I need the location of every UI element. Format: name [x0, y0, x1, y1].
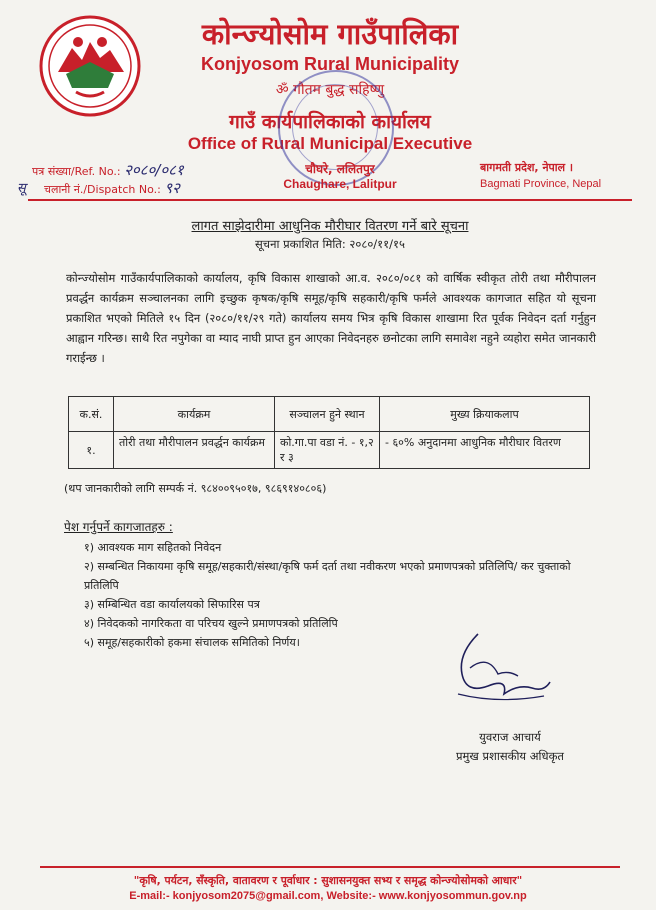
dispatch-value: ९२ — [164, 179, 180, 197]
list-item: १) आवश्यक माग सहितको निवेदन — [84, 541, 222, 554]
list-item: २) सम्बन्धित निकायमा कृषि समूह/सहकारी/संस्था/कृषि फर्म दर्ता तथा नवीकरण भएको प्रमाणपत्रको प्रतिलिपि/ कर चुक्ताको प्रतिलिपि — [84, 560, 571, 592]
motto-line: ॐ गौतम बुद्ध सहिष्णु — [275, 82, 385, 98]
table-row — [69, 432, 590, 469]
footer-divider — [40, 866, 620, 868]
table-cell-program: तोरी तथा मौरीपालन प्रवर्द्धन कार्यक्रम — [114, 432, 275, 469]
table-cell-serial: १. — [69, 432, 114, 469]
address-nepali: चौघरे, ललितपुर — [305, 162, 375, 176]
notice-subject: लागत साझेदारीमा आधुनिक मौरीघार वितरण गर्ने बारे सूचना — [191, 219, 469, 234]
header-divider — [28, 199, 632, 201]
column-header-program: कार्यक्रम — [114, 397, 275, 432]
signer-title: प्रमुख प्रशासकीय अधिकृत — [456, 749, 564, 763]
municipality-name-english: Konjyosom Rural Municipality — [200, 54, 460, 74]
notice-published-date: सूचना प्रकाशित मिति: २०८०/११/१५ — [255, 237, 405, 251]
handwritten-signature — [448, 624, 558, 714]
column-header-serial: क.सं. — [69, 397, 114, 432]
office-stamp-inner — [292, 84, 378, 170]
dispatch-prefix: सू — [17, 181, 26, 196]
municipality-emblem — [38, 14, 142, 118]
list-item: ४) निवेदकको नागरिकता वा परिचय खुल्ने प्रमाणपत्रको प्रतिलिपि — [84, 617, 338, 630]
documents-title: पेश गर्नुपर्ने कागजातहरु : — [64, 520, 173, 534]
province-english: Bagmati Province, Nepal — [480, 178, 602, 190]
footer-contact: E-mail:- konjyosom2075@gmail.com, Website:- www.konjyosommun.gov.np — [129, 890, 527, 902]
dispatch-label: चलानी नं./Dispatch No.: — [44, 183, 161, 196]
list-item: ५) समूह/सहकारीको हकमा संचालक समितिको निर्णय। — [84, 636, 300, 649]
program-table — [68, 396, 590, 469]
contact-numbers: (थप जानकारीको लागि सम्पर्क नं. ९८४००९५०१७, ९८६९१४०८०६) — [64, 482, 327, 495]
province-nepali: बागमती प्रदेश, नेपाल । — [480, 161, 574, 174]
list-item: ३) सम्बिन्धित वडा कार्यालयको सिफारिस पत्र — [84, 598, 260, 611]
footer-slogan: "कृषि, पर्यटन, सँस्कृति, वातावरण र पूर्वाधार : सुशासनयुक्त सभ्य र समृद्ध कोन्ज्योसोमको आधार" — [133, 874, 523, 887]
municipality-name-nepali: कोन्ज्योसोम गाउँपालिका — [201, 17, 459, 51]
reference-value: २०८०/०८१ — [124, 161, 184, 179]
table-header-row — [69, 397, 590, 432]
column-header-location: सञ्चालन हुने स्थान — [275, 397, 380, 432]
address-english: Chaughare, Lalitpur — [283, 177, 397, 191]
column-header-activity: मुख्य क्रियाकलाप — [380, 397, 590, 432]
notice-body: कोन्ज्योसोम गाउँकार्यपालिकाको कार्यालय, कृषि विकास शाखाको आ.व. २०८०/०८१ को वार्षिक स्वीकृत तोरी तथा मौरीपालन प्रवर्द्धन कार्यक्रम सञ्चालनका लागि इच्छुक कृषक/कृषि समूह/कृषि सहकारी/कृषि फर्मले आवश्यक कागजात सहित यो सूचना प्रकाशित भएको मितिले १५ दिन (२०८०/११/२९ गते) कार्यालय समय भित्र कृषि विकास शाखामा रित पूर्वक निवेदन दर्ता गर्नुहुन आह्वान गरिन्छ। साथै रित नपुगेका वा म्याद नाघी प्राप्त हुन आएका निवेदनहरु छनोटका लागि समावेश नहुने व्यहोरा समेत जानकारी गराईन्छ । — [66, 271, 596, 365]
table-cell-activity: - ६०% अनुदानमा आधुनिक मौरीघार वितरण — [380, 432, 590, 469]
dispatch-number — [32, 178, 180, 198]
reference-label: पत्र संख्या/Ref. No.: — [32, 165, 121, 178]
signer-name: युवराज आचार्य — [479, 730, 541, 744]
table-cell-location: को.गा.पा वडा नं. - १,२ र ३ — [275, 432, 380, 469]
office-name-english: Office of Rural Municipal Executive — [187, 134, 473, 153]
signatory — [440, 728, 580, 766]
reference-number — [32, 160, 184, 180]
office-name-nepali: गाउँ कार्यपालिकाको कार्यालय — [229, 111, 431, 133]
